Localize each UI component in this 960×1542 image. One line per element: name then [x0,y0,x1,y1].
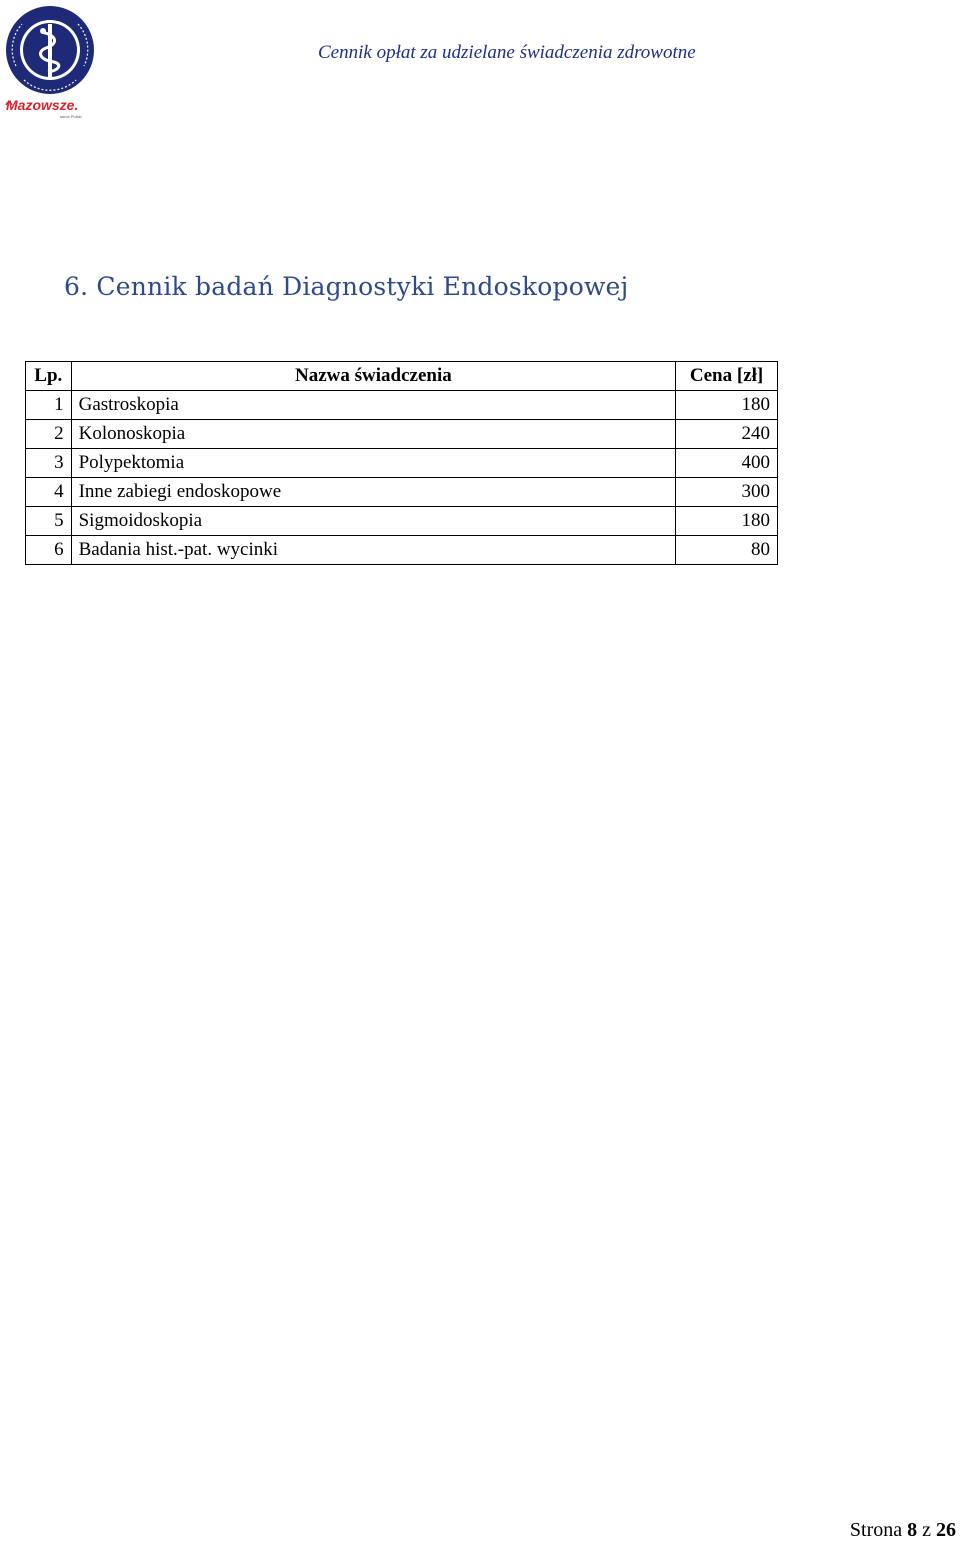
row-price: 240 [676,420,778,449]
table-row [26,420,778,449]
row-lp: 4 [26,478,72,507]
svg-text:serce Polski: serce Polski [60,114,82,119]
page-number [850,1519,956,1542]
column-header-name: Nazwa świadczenia [71,362,676,391]
table-header-row [26,362,778,391]
page-current: 8 [907,1519,918,1541]
table-row [26,391,778,420]
page-separator: z [922,1519,931,1541]
row-name: Badania hist.-pat. wycinki [71,536,676,565]
row-name: Polypektomia [71,449,676,478]
row-price: 300 [676,478,778,507]
page-total: 26 [936,1519,956,1541]
column-header-price: Cena [zł] [676,362,778,391]
row-price: 180 [676,507,778,536]
row-price: 80 [676,536,778,565]
row-lp: 2 [26,420,72,449]
table-row [26,507,778,536]
row-lp: 6 [26,536,72,565]
row-lp: 5 [26,507,72,536]
document-header-title: Cennik opłat za udzielane świadczenia zdrowotne [318,42,696,63]
page-header [0,0,960,130]
row-name: Kolonoskopia [71,420,676,449]
section-heading: 6. Cennik badań Diagnostyki Endoskopowej [64,272,629,301]
table-row [26,478,778,507]
hospital-logo-icon [2,4,98,120]
row-price: 180 [676,391,778,420]
row-lp: 1 [26,391,72,420]
svg-text:Mazowsze.: Mazowsze. [6,97,79,113]
row-name: Gastroskopia [71,391,676,420]
row-name: Inne zabiegi endoskopowe [71,478,676,507]
table-row [26,536,778,565]
hospital-logo [2,4,98,120]
row-price: 400 [676,449,778,478]
row-lp: 3 [26,449,72,478]
page-label: Strona [849,1519,903,1541]
row-name: Sigmoidoskopia [71,507,676,536]
table-row [26,449,778,478]
price-table [25,361,778,565]
column-header-lp: Lp. [26,362,72,391]
